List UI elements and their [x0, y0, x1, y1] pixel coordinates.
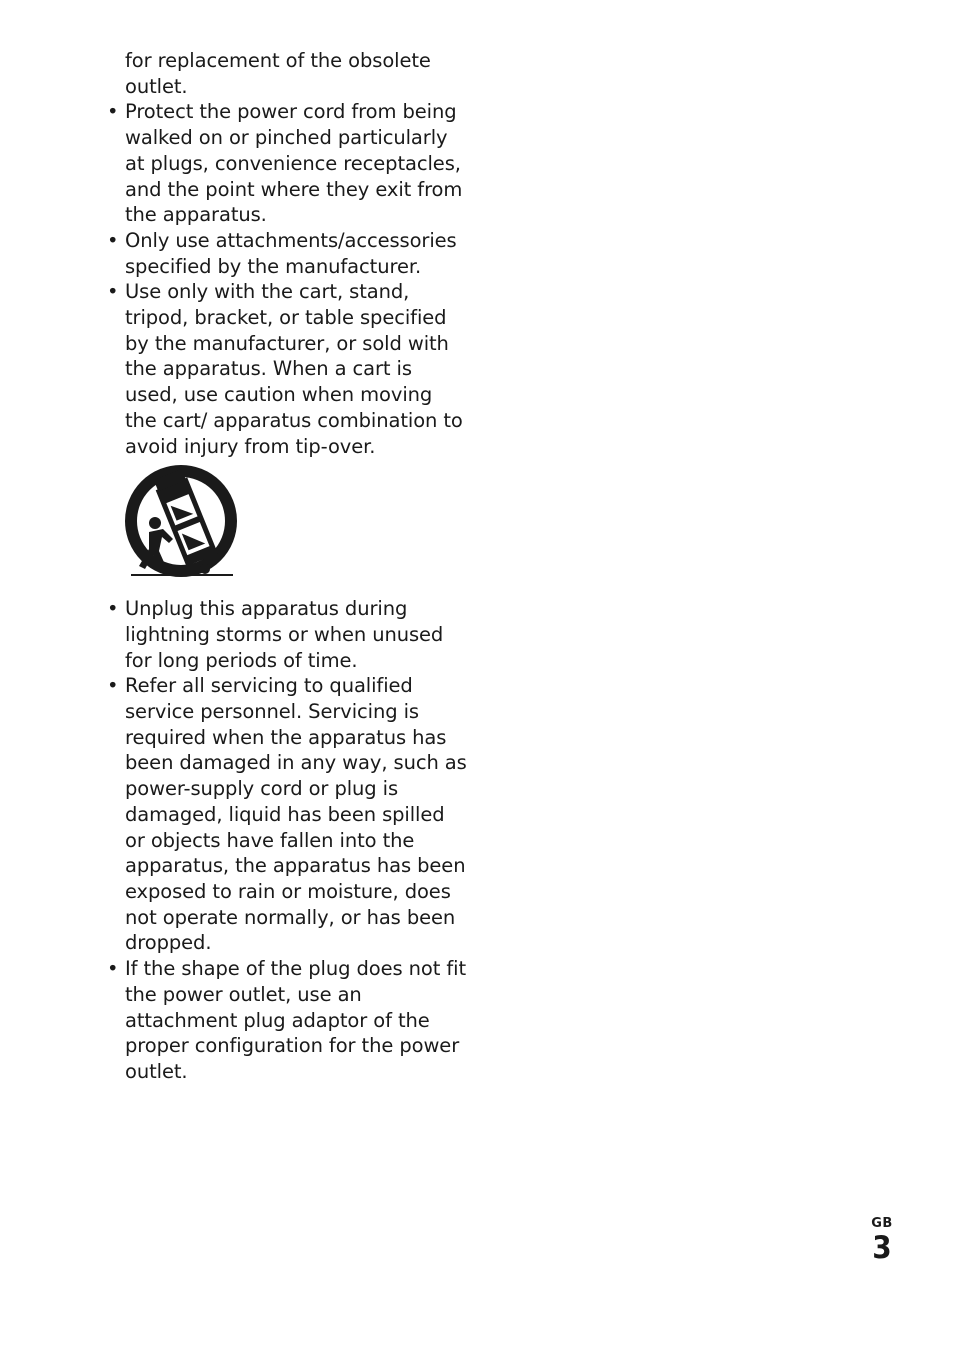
region-code: GB	[871, 1216, 893, 1231]
continuation-text: for replacement of the obsolete outlet.	[125, 49, 431, 98]
page-marker	[862, 1216, 902, 1264]
bullet-item-plug-shape: • If the shape of the plug does not fit the power outlet, use an attachment plug adaptor of the proper configuration for the power outlet.	[107, 956, 467, 1085]
bullet-item-attachments: • Only use attachments/accessories specified by the manufacturer.	[107, 228, 467, 279]
bullet-item-servicing: • Refer all servicing to qualified service personnel. Servicing is required when the apparatus has been damaged in any way, such as power-supply cord or plug is damaged, liquid has been spilled or objects have fallen into the apparatus, the apparatus has been exposed to rain or moisture, does not operate normally, or has been dropped.	[107, 673, 467, 956]
bullet-item-unplug: • Unplug this apparatus during lightning storms or when unused for long periods of time.	[107, 596, 467, 673]
main-text-column	[107, 48, 467, 1085]
bullet-item-power-cord: • Protect the power cord from being walked on or pinched particularly at plugs, convenience receptacles, and the point where they exit from the apparatus.	[107, 99, 467, 228]
cart-tip-over-warning-icon	[125, 465, 237, 581]
bullet-item-cart: • Use only with the cart, stand, tripod, bracket, or table specified by the manufacturer, or sold with the apparatus. When a cart is used, use caution when moving the cart/ apparatus combination to avoid injury from tip-over.	[107, 279, 467, 459]
page-number: 3	[872, 1230, 892, 1266]
